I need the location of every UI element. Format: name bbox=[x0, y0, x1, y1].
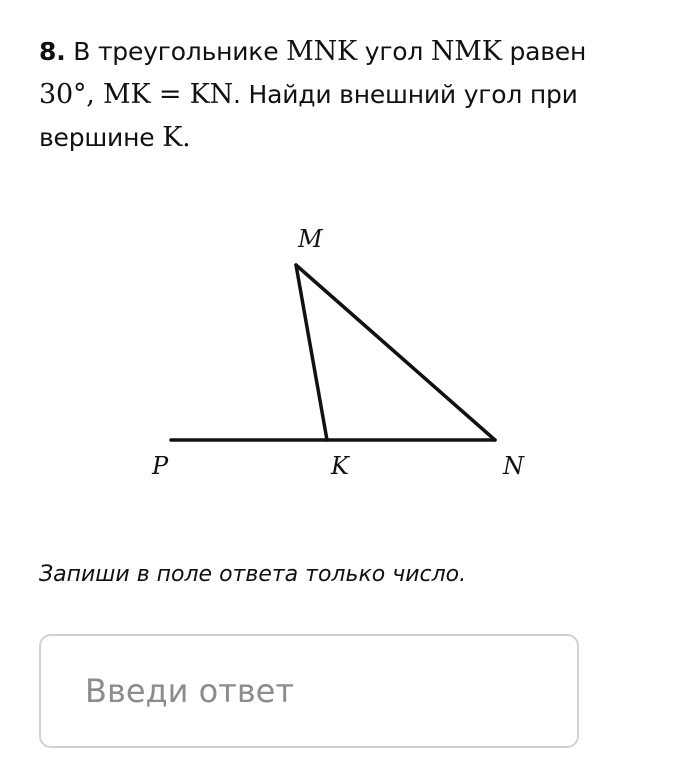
vertex-name: K bbox=[162, 122, 183, 153]
label-k: K bbox=[331, 452, 349, 480]
triangle-name: MNK bbox=[286, 36, 357, 67]
side-mk bbox=[296, 265, 327, 440]
answer-input[interactable] bbox=[81, 636, 565, 746]
angle-name: NMK bbox=[430, 36, 502, 67]
angle-value: 30° bbox=[39, 79, 87, 110]
answer-instruction: Запиши в поле ответа только число. bbox=[39, 562, 467, 587]
problem-text-2: угол bbox=[364, 37, 424, 66]
answer-field-container[interactable] bbox=[39, 634, 579, 748]
label-m: M bbox=[298, 225, 323, 253]
label-n: N bbox=[503, 452, 524, 480]
label-p: P bbox=[152, 452, 169, 480]
problem-period: . bbox=[182, 122, 191, 153]
problem-text-1: В треугольнике bbox=[73, 37, 279, 66]
problem-text-3: равен bbox=[509, 37, 587, 66]
problem-statement bbox=[39, 30, 639, 159]
problem-number: 8. bbox=[39, 37, 66, 66]
side-mn bbox=[296, 265, 495, 440]
side-equality: , MK = KN bbox=[86, 79, 234, 110]
problem-text-4: . Найди внешний угол при вершине bbox=[39, 80, 578, 152]
